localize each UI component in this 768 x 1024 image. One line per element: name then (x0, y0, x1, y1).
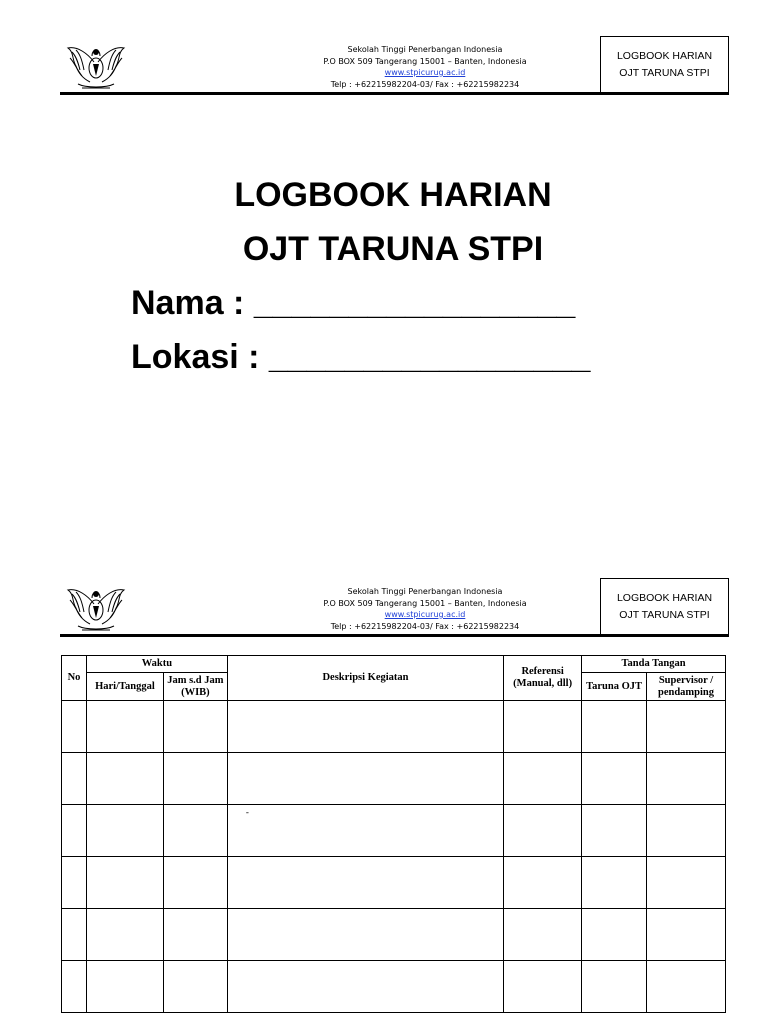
table-row (62, 753, 726, 805)
table-cell (504, 857, 582, 909)
table-cell (647, 753, 726, 805)
garuda-emblem-icon (64, 582, 128, 634)
table-cell (62, 961, 87, 1013)
cover-title-line1: LOGBOOK HARIAN (234, 176, 552, 214)
table-cell (163, 857, 227, 909)
box-title-line2: OJT TARUNA STPI (619, 67, 710, 79)
table-cell (163, 961, 227, 1013)
table-cell (582, 961, 647, 1013)
table-cell (504, 753, 582, 805)
header-divider (60, 92, 729, 95)
table-cell (227, 701, 503, 753)
contact-info: Telp : +62215982204-03/ Fax : +62215982234 (330, 621, 520, 631)
document-title-box (600, 578, 729, 636)
table-cell (582, 909, 647, 961)
header-no: No (62, 656, 87, 701)
table-cell (647, 805, 726, 857)
table-cell (504, 805, 582, 857)
table-cell (647, 857, 726, 909)
table-cell (163, 701, 227, 753)
table-row (62, 961, 726, 1013)
table-cell (582, 805, 647, 857)
header-taruna: Taruna OJT (582, 673, 647, 701)
table-cell (86, 805, 163, 857)
table-cell (504, 909, 582, 961)
table-cell (227, 909, 503, 961)
table-row (62, 701, 726, 753)
box-title-line1: LOGBOOK HARIAN (616, 50, 713, 62)
nama-field: Nama : _________________ (131, 284, 576, 322)
table-cell (163, 805, 227, 857)
table-cell (582, 753, 647, 805)
table-row (62, 857, 726, 909)
table-cell (227, 857, 503, 909)
logbook-table (61, 655, 726, 1013)
table-cell (227, 753, 503, 805)
cover-title-line2: OJT TARUNA STPI (242, 230, 544, 268)
table-cell (62, 909, 87, 961)
contact-info: Telp : +62215982204-03/ Fax : +62215982234 (330, 79, 520, 89)
table-cell (227, 805, 503, 857)
letterhead-page (60, 584, 729, 632)
document-title-box (600, 36, 729, 94)
institution-info (230, 586, 620, 632)
table-cell (62, 805, 87, 857)
table-cell (163, 909, 227, 961)
table-cell (504, 961, 582, 1013)
institution-name: Sekolah Tinggi Penerbangan Indonesia (347, 587, 503, 596)
header-divider (60, 634, 729, 637)
cover-section (0, 168, 768, 384)
header-hari-tanggal: Hari/Tanggal (86, 673, 163, 701)
table-cell (86, 909, 163, 961)
table-cell (62, 857, 87, 909)
table-row (62, 805, 726, 857)
garuda-emblem-icon (64, 40, 128, 92)
header-waktu: Waktu (86, 656, 227, 673)
table-cell (62, 753, 87, 805)
website-link[interactable]: www.stpicurug.ac.id (384, 610, 466, 619)
table-cell (582, 857, 647, 909)
table-cell (86, 961, 163, 1013)
table-cell (163, 753, 227, 805)
institution-address: P.O BOX 509 Tangerang 15001 – Banten, Indonesia (323, 598, 527, 608)
table-cell (62, 701, 87, 753)
header-supervisor: Supervisor / pendamping (647, 673, 726, 701)
table-cell (86, 753, 163, 805)
institution-name: Sekolah Tinggi Penerbangan Indonesia (347, 45, 503, 54)
website-link[interactable]: www.stpicurug.ac.id (384, 68, 466, 77)
table-row (62, 909, 726, 961)
letterhead-top (60, 42, 729, 90)
table-cell (227, 961, 503, 1013)
table-cell (86, 701, 163, 753)
box-title-line1: LOGBOOK HARIAN (616, 592, 713, 604)
table-cell (647, 909, 726, 961)
header-tanda-tangan: Tanda Tangan (582, 656, 726, 673)
institution-info (230, 44, 620, 90)
table-cell (647, 701, 726, 753)
row-mark: - (245, 807, 249, 817)
table-cell (647, 961, 726, 1013)
institution-address: P.O BOX 509 Tangerang 15001 – Banten, Indonesia (323, 56, 527, 66)
box-title-line2: OJT TARUNA STPI (619, 609, 710, 621)
table-cell (504, 701, 582, 753)
table-cell (86, 857, 163, 909)
header-deskripsi: Deskripsi Kegiatan (227, 656, 503, 701)
table-cell (582, 701, 647, 753)
header-referensi: Referensi (Manual, dll) (504, 656, 582, 701)
lokasi-field: Lokasi : _________________ (131, 338, 591, 376)
header-jam: Jam s.d Jam (WIB) (163, 673, 227, 701)
